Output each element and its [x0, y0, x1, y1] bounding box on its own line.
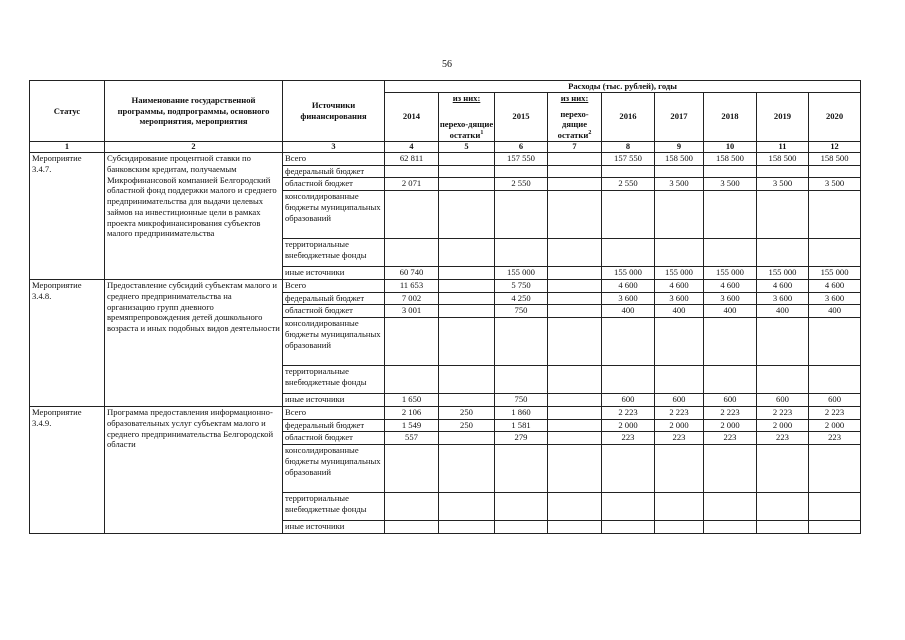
value-cell: [495, 366, 548, 394]
value-cell: [495, 318, 548, 366]
source-cell: территориальные внебюджетные фонды: [283, 493, 385, 521]
source-cell: консолидированные бюджеты муниципальных образований: [283, 318, 385, 366]
value-cell: [495, 521, 548, 534]
value-cell: 3 500: [809, 178, 861, 191]
header-carryover-2: [548, 92, 602, 141]
value-cell: 3 600: [704, 293, 757, 305]
value-cell: 4 600: [757, 280, 809, 293]
value-cell: [548, 420, 602, 432]
value-cell: [809, 366, 861, 394]
value-cell: 2 106: [385, 407, 439, 420]
value-cell: [439, 267, 495, 280]
value-cell: [809, 191, 861, 239]
source-cell: иные источники: [283, 521, 385, 534]
value-cell: [704, 239, 757, 267]
value-cell: [809, 445, 861, 493]
header-sources: Источники финансирования: [283, 81, 385, 142]
value-cell: [439, 445, 495, 493]
value-cell: 400: [809, 305, 861, 318]
source-cell: федеральный бюджет: [283, 166, 385, 178]
value-cell: [548, 432, 602, 445]
value-cell: [704, 191, 757, 239]
status-cell: Мероприятие 3.4.7.: [30, 153, 105, 280]
value-cell: 62 811: [385, 153, 439, 166]
measure-name-cell: Программа предоставления информационно-образовательных услуг субъектам малого и среднего предпринимательства Белгородской области: [105, 407, 283, 534]
value-cell: [548, 178, 602, 191]
value-cell: [602, 493, 655, 521]
expenses-table: [29, 80, 861, 534]
value-cell: 4 250: [495, 293, 548, 305]
value-cell: 155 000: [704, 267, 757, 280]
value-cell: 2 223: [757, 407, 809, 420]
source-cell: федеральный бюджет: [283, 293, 385, 305]
status-cell: Мероприятие 3.4.9.: [30, 407, 105, 534]
value-cell: [439, 178, 495, 191]
footnote-mark-2: 2: [588, 130, 592, 137]
value-cell: [655, 366, 704, 394]
value-cell: [757, 366, 809, 394]
value-cell: 223: [757, 432, 809, 445]
value-cell: [809, 166, 861, 178]
value-cell: [439, 521, 495, 534]
value-cell: [439, 280, 495, 293]
table-row: [30, 407, 861, 420]
value-cell: 400: [757, 305, 809, 318]
value-cell: [548, 318, 602, 366]
value-cell: [439, 293, 495, 305]
column-number: 1: [30, 141, 105, 153]
value-cell: 158 500: [757, 153, 809, 166]
value-cell: [385, 166, 439, 178]
header-name: Наименование государственной программы, подпрограммы, основного мероприятия, мероприятия: [105, 81, 283, 142]
value-cell: 2 223: [655, 407, 704, 420]
value-cell: 155 000: [602, 267, 655, 280]
value-cell: 3 500: [757, 178, 809, 191]
source-cell: территориальные внебюджетные фонды: [283, 239, 385, 267]
value-cell: [548, 394, 602, 407]
value-cell: [495, 493, 548, 521]
header-year-2019: 2019: [757, 92, 809, 141]
value-cell: [385, 239, 439, 267]
column-number: 7: [548, 141, 602, 153]
value-cell: 157 550: [495, 153, 548, 166]
value-cell: [655, 239, 704, 267]
value-cell: [495, 239, 548, 267]
column-number: 5: [439, 141, 495, 153]
value-cell: [439, 166, 495, 178]
value-cell: [809, 318, 861, 366]
column-number: 9: [655, 141, 704, 153]
value-cell: 3 500: [704, 178, 757, 191]
value-cell: [548, 280, 602, 293]
value-cell: [655, 318, 704, 366]
column-number: 11: [757, 141, 809, 153]
measure-name-cell: Субсидирование процентной ставки по банковским кредитам, получаемым Микрофинансовой компанией Белгородский областной фонд поддержки малого и среднего предпринимательства для выдачи целевых займов на инвестиционные цели в рамках проекта микрофинансирования субъектов малого предпринимательства: [105, 153, 283, 280]
value-cell: 600: [757, 394, 809, 407]
value-cell: 2 550: [495, 178, 548, 191]
column-number: 8: [602, 141, 655, 153]
value-cell: [548, 407, 602, 420]
value-cell: [385, 191, 439, 239]
value-cell: 1 581: [495, 420, 548, 432]
value-cell: [602, 445, 655, 493]
value-cell: [385, 493, 439, 521]
value-cell: [548, 191, 602, 239]
source-cell: консолидированные бюджеты муниципальных образований: [283, 191, 385, 239]
value-cell: 1 650: [385, 394, 439, 407]
value-cell: 279: [495, 432, 548, 445]
value-cell: 223: [602, 432, 655, 445]
value-cell: 400: [704, 305, 757, 318]
value-cell: 557: [385, 432, 439, 445]
value-cell: 2 000: [704, 420, 757, 432]
value-cell: [655, 166, 704, 178]
value-cell: 2 550: [602, 178, 655, 191]
value-cell: [495, 445, 548, 493]
value-cell: 1 860: [495, 407, 548, 420]
value-cell: 2 223: [704, 407, 757, 420]
value-cell: [602, 166, 655, 178]
value-cell: 11 653: [385, 280, 439, 293]
header-year-2017: 2017: [655, 92, 704, 141]
header-year-2018: 2018: [704, 92, 757, 141]
value-cell: 3 500: [655, 178, 704, 191]
value-cell: [439, 318, 495, 366]
value-cell: [704, 318, 757, 366]
value-cell: [385, 521, 439, 534]
value-cell: [439, 394, 495, 407]
value-cell: [704, 521, 757, 534]
value-cell: [757, 166, 809, 178]
value-cell: 158 500: [704, 153, 757, 166]
value-cell: [602, 366, 655, 394]
column-number: 10: [704, 141, 757, 153]
value-cell: [385, 445, 439, 493]
status-cell: Мероприятие 3.4.8.: [30, 280, 105, 407]
header-status: Статус: [30, 81, 105, 142]
value-cell: [809, 493, 861, 521]
value-cell: [757, 445, 809, 493]
value-cell: 155 000: [809, 267, 861, 280]
value-cell: [809, 239, 861, 267]
value-cell: [439, 493, 495, 521]
column-number: 4: [385, 141, 439, 153]
header-year-2014: 2014: [385, 92, 439, 141]
value-cell: [439, 366, 495, 394]
value-cell: 2 000: [655, 420, 704, 432]
value-cell: [655, 521, 704, 534]
source-cell: федеральный бюджет: [283, 420, 385, 432]
column-numbers-row: [30, 141, 861, 153]
source-cell: областной бюджет: [283, 178, 385, 191]
source-cell: территориальные внебюджетные фонды: [283, 366, 385, 394]
column-number: 12: [809, 141, 861, 153]
value-cell: 4 600: [655, 280, 704, 293]
source-cell: Всего: [283, 153, 385, 166]
source-cell: Всего: [283, 407, 385, 420]
value-cell: [548, 153, 602, 166]
value-cell: 750: [495, 394, 548, 407]
value-cell: 3 600: [602, 293, 655, 305]
value-cell: 223: [809, 432, 861, 445]
value-cell: [704, 366, 757, 394]
value-cell: 1 549: [385, 420, 439, 432]
value-cell: [809, 521, 861, 534]
source-cell: областной бюджет: [283, 305, 385, 318]
value-cell: 2 223: [602, 407, 655, 420]
value-cell: [548, 366, 602, 394]
value-cell: 60 740: [385, 267, 439, 280]
value-cell: [548, 305, 602, 318]
value-cell: [439, 432, 495, 445]
value-cell: [439, 305, 495, 318]
header-carryover-1: [439, 92, 495, 141]
value-cell: 158 500: [809, 153, 861, 166]
value-cell: 600: [602, 394, 655, 407]
value-cell: 158 500: [655, 153, 704, 166]
value-cell: 155 000: [757, 267, 809, 280]
value-cell: 400: [602, 305, 655, 318]
column-number: 2: [105, 141, 283, 153]
page-number: 56: [442, 59, 452, 70]
header-expenses: Расходы (тыс. рублей), годы: [385, 81, 861, 93]
value-cell: 2 223: [809, 407, 861, 420]
header-year-2015: 2015: [495, 92, 548, 141]
value-cell: [548, 267, 602, 280]
header-of-them-2: из них:: [560, 92, 589, 103]
source-cell: Всего: [283, 280, 385, 293]
column-number: 6: [495, 141, 548, 153]
value-cell: [757, 493, 809, 521]
value-cell: 157 550: [602, 153, 655, 166]
value-cell: 600: [809, 394, 861, 407]
value-cell: [757, 318, 809, 366]
value-cell: [548, 293, 602, 305]
header-carryover-1-label: перехо-дящие остатки: [439, 119, 494, 140]
table-row: [30, 280, 861, 293]
header-carryover-2-label: перехо-дящие остатки: [557, 108, 589, 140]
footnote-mark-1: 1: [480, 130, 484, 137]
value-cell: 2 000: [757, 420, 809, 432]
value-cell: 223: [704, 432, 757, 445]
value-cell: 5 750: [495, 280, 548, 293]
value-cell: [704, 445, 757, 493]
value-cell: 2 000: [602, 420, 655, 432]
value-cell: [757, 239, 809, 267]
value-cell: [602, 239, 655, 267]
value-cell: 2 071: [385, 178, 439, 191]
value-cell: 155 000: [655, 267, 704, 280]
value-cell: [548, 239, 602, 267]
value-cell: 155 000: [495, 267, 548, 280]
value-cell: 3 600: [809, 293, 861, 305]
value-cell: 600: [704, 394, 757, 407]
value-cell: [757, 521, 809, 534]
value-cell: 4 600: [704, 280, 757, 293]
value-cell: [548, 493, 602, 521]
value-cell: 400: [655, 305, 704, 318]
value-cell: 3 600: [655, 293, 704, 305]
value-cell: [495, 166, 548, 178]
value-cell: 750: [495, 305, 548, 318]
source-cell: консолидированные бюджеты муниципальных образований: [283, 445, 385, 493]
value-cell: [548, 445, 602, 493]
source-cell: иные источники: [283, 267, 385, 280]
value-cell: 7 002: [385, 293, 439, 305]
value-cell: [602, 191, 655, 239]
value-cell: [704, 166, 757, 178]
value-cell: 3 001: [385, 305, 439, 318]
value-cell: 250: [439, 420, 495, 432]
table-row: [30, 153, 861, 166]
value-cell: [602, 521, 655, 534]
value-cell: [548, 166, 602, 178]
header-of-them-1: из них:: [452, 92, 481, 103]
value-cell: [655, 191, 704, 239]
value-cell: 4 600: [602, 280, 655, 293]
value-cell: [439, 239, 495, 267]
value-cell: [655, 445, 704, 493]
value-cell: [439, 153, 495, 166]
header-year-2016: 2016: [602, 92, 655, 141]
value-cell: 4 600: [809, 280, 861, 293]
value-cell: 223: [655, 432, 704, 445]
value-cell: [655, 493, 704, 521]
measure-name-cell: Предоставление субсидий субъектам малого и среднего предпринимательства на организацию групп дневного времяпрепровождения детей дошкольного возраста и иных подобных видов деятельности: [105, 280, 283, 407]
value-cell: [548, 521, 602, 534]
value-cell: [439, 191, 495, 239]
value-cell: 2 000: [809, 420, 861, 432]
value-cell: 600: [655, 394, 704, 407]
source-cell: областной бюджет: [283, 432, 385, 445]
value-cell: 250: [439, 407, 495, 420]
value-cell: 3 600: [757, 293, 809, 305]
header-year-2020: 2020: [809, 92, 861, 141]
value-cell: [704, 493, 757, 521]
value-cell: [385, 318, 439, 366]
value-cell: [385, 366, 439, 394]
value-cell: [495, 191, 548, 239]
value-cell: [602, 318, 655, 366]
source-cell: иные источники: [283, 394, 385, 407]
value-cell: [757, 191, 809, 239]
column-number: 3: [283, 141, 385, 153]
